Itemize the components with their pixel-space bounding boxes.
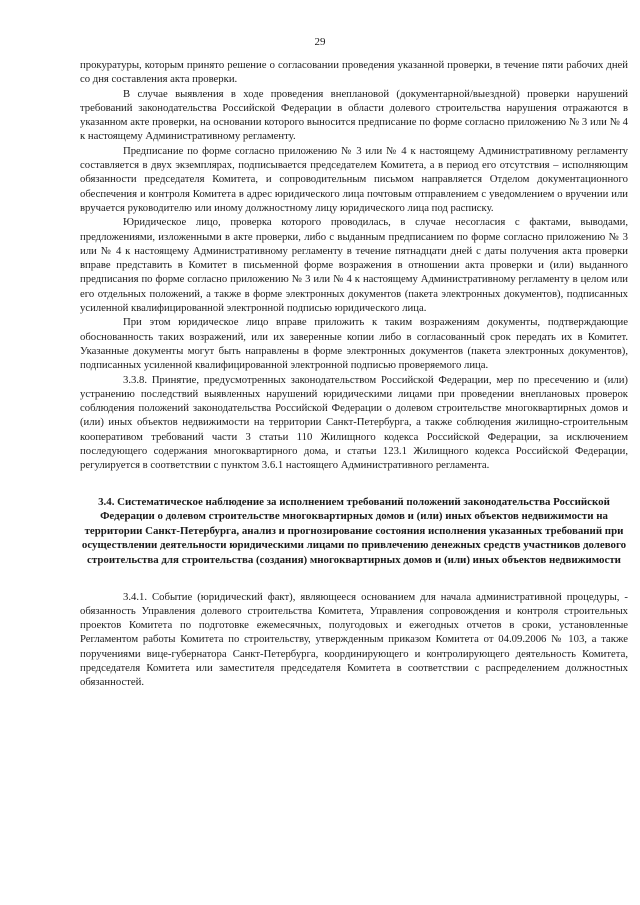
paragraph-objections: Юридическое лицо, проверка которого проводилась, в случае несогласия с фактами, выводами, предложениями, изложенными в акте проверки, либо с выданным предписанием по форме согласно приложению № 3 или № 4 к настоящему Административному регламенту в течение пятнадцати дней с даты получения акта проверки вправе представить в Комитет в письменной форме возражения в отношении акта проверки и (или) выданного предписания по форме согласно приложению № 3 или № 4 к настоящему Административному регламенту в целом или его отдельных положений, а также в форме электронных документов (пакета электронных документов), подписанных усиленной квалифицированной электронной подписью юридического лица. xyxy=(80,216,628,315)
paragraph-continuation: прокуратуры, которым принято решение о согласовании проведения указанной проверки, в течение пяти рабочих дней со дня составления акта проверки. xyxy=(80,59,628,86)
section-heading: 3.4. Систематическое наблюдение за исполнением требований положений законодательства Российской Федерации о долевом строительстве многоквартирных домов и (или) иных объектов недвижимости на территории Санкт-Петербурга, анализ и прогнозирование состояния исполнения указанных требований при осуществлении деятельности юридическими лицами по привлечению денежных средств участников долевого строительства для строительства (создания) многоквартирных домов и (или) иных объектов недвижимости xyxy=(81,495,627,566)
paragraph-3-3-8: 3.3.8. Принятие, предусмотренных законодательством Российской Федерации, мер по пресечению и (или) устранению последствий выявленных нарушений юридическими лицами при проведении внеплановых проверок соблюдения положений законодательства Российской Федерации о долевом строительстве многоквартирных домов и (или) иных объектов недвижимости на территории Санкт-Петербурга, а также соблюдения жилищно-строительным кооперативом требований части 3 статьи 110 Жилищного кодекса Российской Федерации, за исключением последующего содержания многоквартирного дома, и статьи 123.1 Жилищного кодекса Российской Федерации, регулируется в соответствии с пунктом 3.6.1 настоящего Административного регламента. xyxy=(80,373,628,472)
paragraph-violations: В случае выявления в ходе проведения внеплановой (документарной/выездной) проверки нарушений требований законодательства Российской Федерации в области долевого строительства нарушения отражаются в указанном акте проверки, на основании которого выносится предписание по форме согласно приложению № 3 или № 4 к настоящему Административному регламенту. xyxy=(80,87,628,143)
paragraph-prescription: Предписание по форме согласно приложению № 3 или № 4 к настоящему Административному регламенту составляется в двух экземплярах, подписывается председателем Комитета, а в период его отсутствия – исполняющим обязанности председателя Комитета, и сопроводительным письмом направляется Отделом документационного обеспечения и контроля Комитета в адрес юридического лица почтовым отправлением с уведомлением о вручении или вручается руководителю или иному должностному лицу юридического лица под расписку. xyxy=(80,144,628,214)
document-body xyxy=(80,58,628,690)
page-number: 29 xyxy=(314,36,326,48)
paragraph-3-4-1: 3.4.1. Событие (юридический факт), являющееся основанием для начала административной процедуры, - обязанность Управления долевого строительства Комитета, Управления сопровождения и контроля строительных проектов Комитета по подготовке ежемесячных, полугодовых и ежегодных отчетов в сроки, установленные Регламентом работы Комитета по строительству, утвержденным приказом Комитета от 04.09.2006 № 103, а также поручениями вице-губернатора Санкт-Петербурга, координирующего и контролирующего деятельность Комитета, председателя Комитета или заместителя председателя Комитета в соответствии с распределением должностных обязанностей. xyxy=(80,590,628,689)
paragraph-attachments: При этом юридическое лицо вправе приложить к таким возражениям документы, подтверждающие обоснованность таких возражений, или их заверенные копии либо в согласованный срок передать их в Комитет. Указанные документы могут быть направлены в форме электронных документов (пакета электронных документов), подписанных усиленной квалифицированной электронной подписью проверяемого лица. xyxy=(80,316,628,372)
